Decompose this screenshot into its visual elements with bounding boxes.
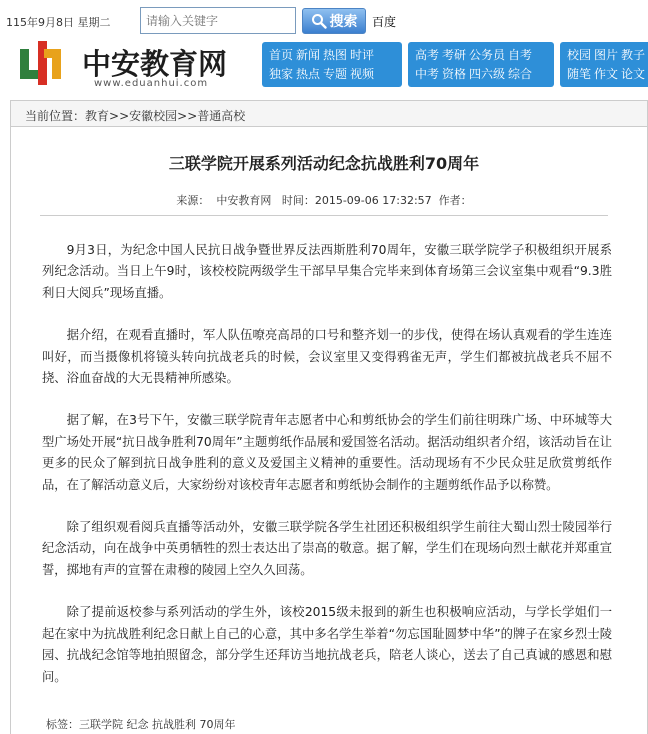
search-button-label: 搜索 — [329, 14, 358, 30]
nav-item[interactable]: 热点 — [296, 67, 321, 81]
breadcrumb-separator: >> — [177, 109, 198, 123]
nav-item[interactable]: 资格 — [442, 67, 467, 81]
article-paragraph: 除了提前返校参与系列活动的学生外，该校2015级未报到的新生也积极响应活动，与学长学姐们一起在家中为抗战胜利纪念日献上自己的心意，其中多名学生举着“勿忘国耻圆梦中华”的牌子在家乡烈士陵园、抗战纪念馆等地拍照留念，部分学生还拜访当地抗战老兵，陪老人谈心，送去了自己真诚的感恩和慰问。 — [42, 605, 612, 684]
nav-item[interactable]: 首页 — [269, 48, 294, 62]
site-header — [0, 36, 648, 92]
nav-item[interactable]: 热图 — [323, 48, 348, 62]
breadcrumb-label: 当前位置： — [25, 109, 86, 123]
article-paragraph: 除了组织观看阅兵直播等活动外，安徽三联学院各学生社团还积极组织学生前往大蜀山烈士陵园举行纪念活动，向在战争中英勇牺牲的烈士表达出了崇高的敬意。据了解，学生们在现场向烈士献花并郑重宣誓，掷地有声的宣誓在肃穆的陵园上空久久回荡。 — [42, 520, 612, 577]
nav-item[interactable]: 综合 — [508, 67, 533, 81]
article-tags[interactable]: 标签：三联学院 纪念 抗战胜利 70周年 — [46, 718, 236, 731]
nav-item[interactable]: 作文 — [594, 67, 619, 81]
article-paragraph: 据介绍，在观看直播时，军人队伍嘹亮高昂的口号和整齐划一的步伐，使得在场认真观看的学生连连叫好，而当摄像机将镜头转向抗战老兵的时候，会议室里又变得鸦雀无声，学生们都被抗战老兵不屈不挠、浴血奋战的大无畏精神所感染。 — [42, 328, 612, 386]
nav-item[interactable]: 图片 — [594, 48, 619, 62]
nav-item[interactable]: 视频 — [350, 67, 375, 81]
article-title: 三联学院开展系列活动纪念抗战胜利70周年 — [168, 154, 480, 173]
nav-item[interactable]: 论文 — [621, 67, 646, 81]
breadcrumb-separator: >> — [109, 109, 130, 123]
nav-item[interactable]: 独家 — [269, 67, 294, 81]
breadcrumb-item-universities[interactable]: 普通高校 — [197, 109, 246, 123]
search-button[interactable] — [302, 8, 366, 34]
nav-item[interactable]: 考研 — [442, 48, 467, 62]
nav-item[interactable]: 高考 — [415, 48, 440, 62]
site-name[interactable]: 中安教育网 — [82, 47, 228, 81]
nav-group-campus — [560, 42, 648, 87]
top-bar — [0, 0, 648, 36]
site-url: www.eduanhui.com — [94, 78, 209, 89]
breadcrumb-item-education[interactable]: 教育 — [85, 109, 110, 123]
nav-group-exams — [408, 42, 554, 87]
nav-item[interactable]: 中考 — [415, 67, 440, 81]
nav-item[interactable]: 自考 — [508, 48, 533, 62]
article-paragraph: 据了解，在3号下午，安徽三联学院青年志愿者中心和剪纸协会的学生们前往明珠广场、中环城等大型广场处开展“抗日战争胜利70周年”主题剪纸作品展和爱国签名活动。据活动组织者介绍，该活动旨在让更多的民众了解到抗日战争胜利的意义及爱国主义精神的重要性。活动现场有不少民众驻足欣赏剪纸作品，在了解活动意义后，大家纷纷对该校青年志愿者和剪纸协会制作的主题剪纸作品予以称赞。 — [42, 413, 612, 492]
article-body — [42, 240, 612, 709]
article-meta: 来源： 中安教育网 时间：2015-09-06 17:32:57 作者： — [176, 194, 472, 207]
nav-item[interactable]: 随笔 — [567, 67, 592, 81]
site-logo-icon[interactable] — [14, 39, 74, 87]
breadcrumb — [10, 100, 648, 127]
baidu-link[interactable]: 百度 — [372, 15, 397, 29]
nav-item[interactable]: 时评 — [350, 48, 375, 62]
divider — [40, 215, 608, 216]
nav-item[interactable]: 公务员 — [469, 48, 506, 62]
current-date: 115年9月8日 星期二 — [6, 16, 111, 29]
nav-group-news — [262, 42, 402, 87]
nav-item[interactable]: 四六级 — [469, 67, 506, 81]
nav-item[interactable]: 教子 — [621, 48, 646, 62]
breadcrumb-item-anhui-campus[interactable]: 安徽校园 — [129, 109, 178, 123]
nav-item[interactable]: 新闻 — [296, 48, 321, 62]
nav-item[interactable]: 专题 — [323, 67, 348, 81]
article-paragraph: 9月3日，为纪念中国人民抗日战争暨世界反法西斯胜利70周年，安徽三联学院学子积极组织开展系列纪念活动。当日上午9时，该校校院两级学生干部早早集合完毕来到体育场第三会议室集中观看“9.3胜利日大阅兵”现场直播。 — [42, 243, 612, 300]
nav-item[interactable]: 校园 — [567, 48, 592, 62]
search-icon — [311, 13, 327, 29]
search-input[interactable] — [140, 7, 296, 34]
